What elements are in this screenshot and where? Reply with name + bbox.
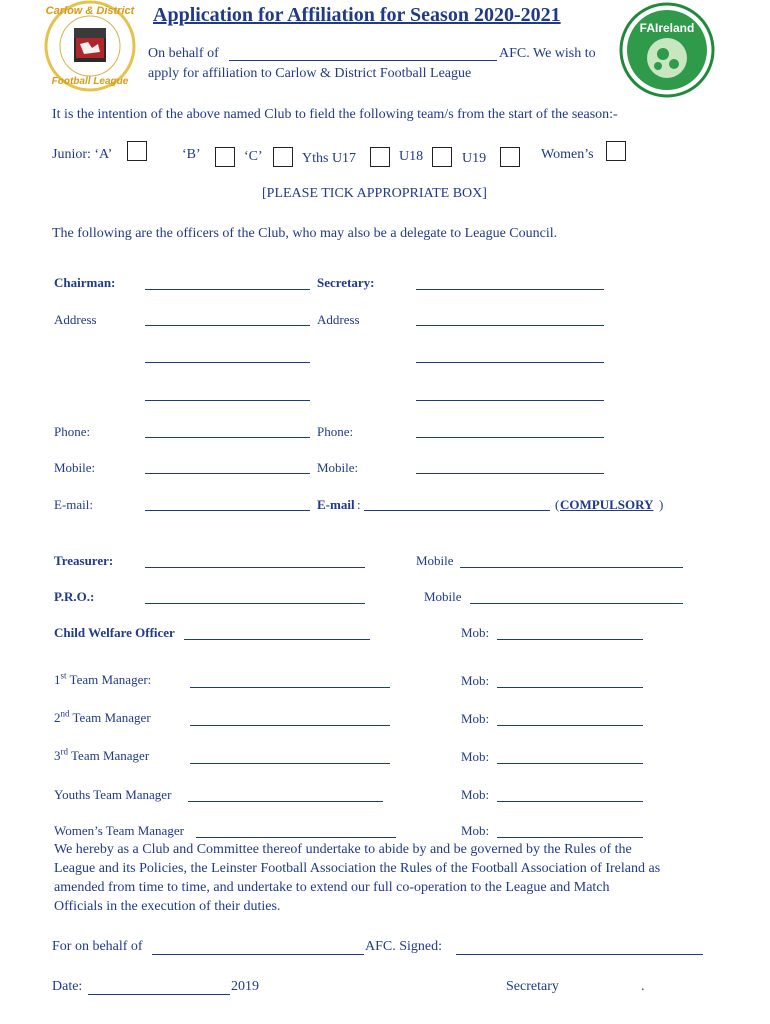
secretary-sign-label: Secretary [506,979,559,994]
chairman-label: Chairman: [54,275,116,290]
secretary-address-line2[interactable] [416,362,604,363]
chairman-address-line3[interactable] [145,400,310,401]
secretary-email-colon: : [357,497,361,512]
team-junior-a-checkbox[interactable] [127,141,147,161]
secretary-field[interactable] [416,289,604,290]
chairman-mobile-label: Mobile: [54,460,96,475]
treasurer-mobile-label: Mobile [416,553,454,568]
manager-1-mob-field[interactable] [497,687,643,688]
secretary-phone-field[interactable] [416,437,604,438]
teams-intro: It is the intention of the above named Club to field the following team/s from the start of the season:- [52,107,618,122]
manager-2-field[interactable] [190,725,390,726]
secretary-mobile-field[interactable] [416,473,604,474]
manager-1-label: 1st Team Manager: [54,670,152,687]
behalf-line2: apply for affiliation to Carlow & District Football League [148,66,472,81]
team-junior-a-label: Junior: ‘A’ [52,147,113,162]
womens-manager-label: Women’s Team Manager [54,823,184,838]
date-field[interactable] [88,994,230,995]
manager-2-mob-label: Mob: [461,711,490,726]
manager-2-mob-field[interactable] [497,725,643,726]
womens-manager-field[interactable] [196,837,396,838]
compulsory-open: ( [555,497,560,512]
for-behalf-field[interactable] [152,954,364,955]
behalf-prefix: On behalf of [148,46,219,61]
chairman-phone-label: Phone: [54,424,91,439]
fai-logo-text: FAIreland [639,21,695,35]
team-u19-label: U19 [462,151,487,166]
signature-field[interactable] [456,954,703,955]
chairman-field[interactable] [145,289,310,290]
secretary-label: Secretary: [317,275,375,290]
manager-1-mob-label: Mob: [461,673,490,688]
child-welfare-field[interactable] [184,639,370,640]
chairman-phone-field[interactable] [145,437,310,438]
declaration-line-1: We hereby as a Club and Committee thereof undertake to abide by and be governed by the Rules of the [54,842,632,857]
chairman-address-label: Address [54,312,97,327]
declaration-line-2: League and its Policies, the Leinster Football Association the Rules of the Football Association of Ireland as [54,861,661,876]
youths-mob-label: Mob: [461,787,490,802]
manager-3-field[interactable] [190,763,390,764]
date-year: 2019 [231,979,259,994]
logo-text-bottom: Football League [51,76,129,87]
team-yths-u17-checkbox[interactable] [370,147,390,167]
manager-3-label: 3rd Team Manager [54,746,150,763]
pro-mobile-label: Mobile [424,589,462,604]
team-u18-checkbox[interactable] [432,147,452,167]
fai-ireland-logo [618,2,716,98]
treasurer-field[interactable] [145,567,365,568]
carlow-district-league-logo [40,0,140,92]
secretary-phone-label: Phone: [317,424,354,439]
youths-manager-field[interactable] [188,801,383,802]
tick-note: [PLEASE TICK APPROPRIATE BOX] [262,186,487,201]
secretary-email-field[interactable] [364,510,550,511]
team-womens-label: Women’s [541,147,594,162]
team-yths-label: Yths U17 [302,151,357,166]
womens-mob-field[interactable] [497,837,643,838]
pro-field[interactable] [145,603,365,604]
team-b-checkbox[interactable] [215,147,235,167]
secretary-dot: . [641,979,645,994]
logo-text-top: Carlow & District [45,5,135,17]
team-womens-checkbox[interactable] [606,141,626,161]
pro-mobile-field[interactable] [470,603,683,604]
behalf-suffix: AFC. We wish to [499,46,596,61]
officers-intro: The following are the officers of the Club, who may also be a delegate to League Council. [52,226,558,241]
child-welfare-mob-label: Mob: [461,625,490,640]
secretary-address-line3[interactable] [416,400,604,401]
team-u18-label: U18 [399,149,424,164]
declaration-line-4: Officials in the execution of their duties. [54,899,281,914]
manager-2-label: 2nd Team Manager [54,708,151,725]
chairman-email-label: E-mail: [54,497,93,512]
secretary-mobile-label: Mobile: [317,460,359,475]
declaration-line-3: amended from time to time, and undertake to extend our full co-operation to the League and Match [54,880,610,895]
chairman-address-line1[interactable] [145,325,310,326]
manager-3-mob-label: Mob: [461,749,490,764]
team-u19-checkbox[interactable] [500,147,520,167]
for-behalf-label: For on behalf of [52,939,143,954]
secretary-address-line1[interactable] [416,325,604,326]
compulsory-note: COMPULSORY [560,497,654,512]
team-b-label: ‘B’ [182,147,201,162]
afc-signed-label: AFC. Signed: [365,939,443,954]
womens-mob-label: Mob: [461,823,490,838]
team-c-checkbox[interactable] [273,147,293,167]
date-label: Date: [52,979,83,994]
youths-mob-field[interactable] [497,801,643,802]
pro-label: P.R.O.: [54,589,95,604]
page-title: Application for Affiliation for Season 2020-2021 [153,4,561,26]
treasurer-label: Treasurer: [54,553,114,568]
team-c-label: ‘C’ [244,149,263,164]
manager-3-mob-field[interactable] [497,763,643,764]
chairman-address-line2[interactable] [145,362,310,363]
chairman-email-field[interactable] [145,510,310,511]
compulsory-close: ) [659,497,664,512]
youths-manager-label: Youths Team Manager [54,787,172,802]
club-name-field[interactable] [229,60,497,61]
chairman-mobile-field[interactable] [145,473,310,474]
child-welfare-label: Child Welfare Officer [54,625,175,640]
secretary-email-label: E-mail [317,497,355,512]
manager-1-field[interactable] [190,687,390,688]
secretary-address-label: Address [317,312,360,327]
child-welfare-mob-field[interactable] [497,639,643,640]
treasurer-mobile-field[interactable] [460,567,683,568]
